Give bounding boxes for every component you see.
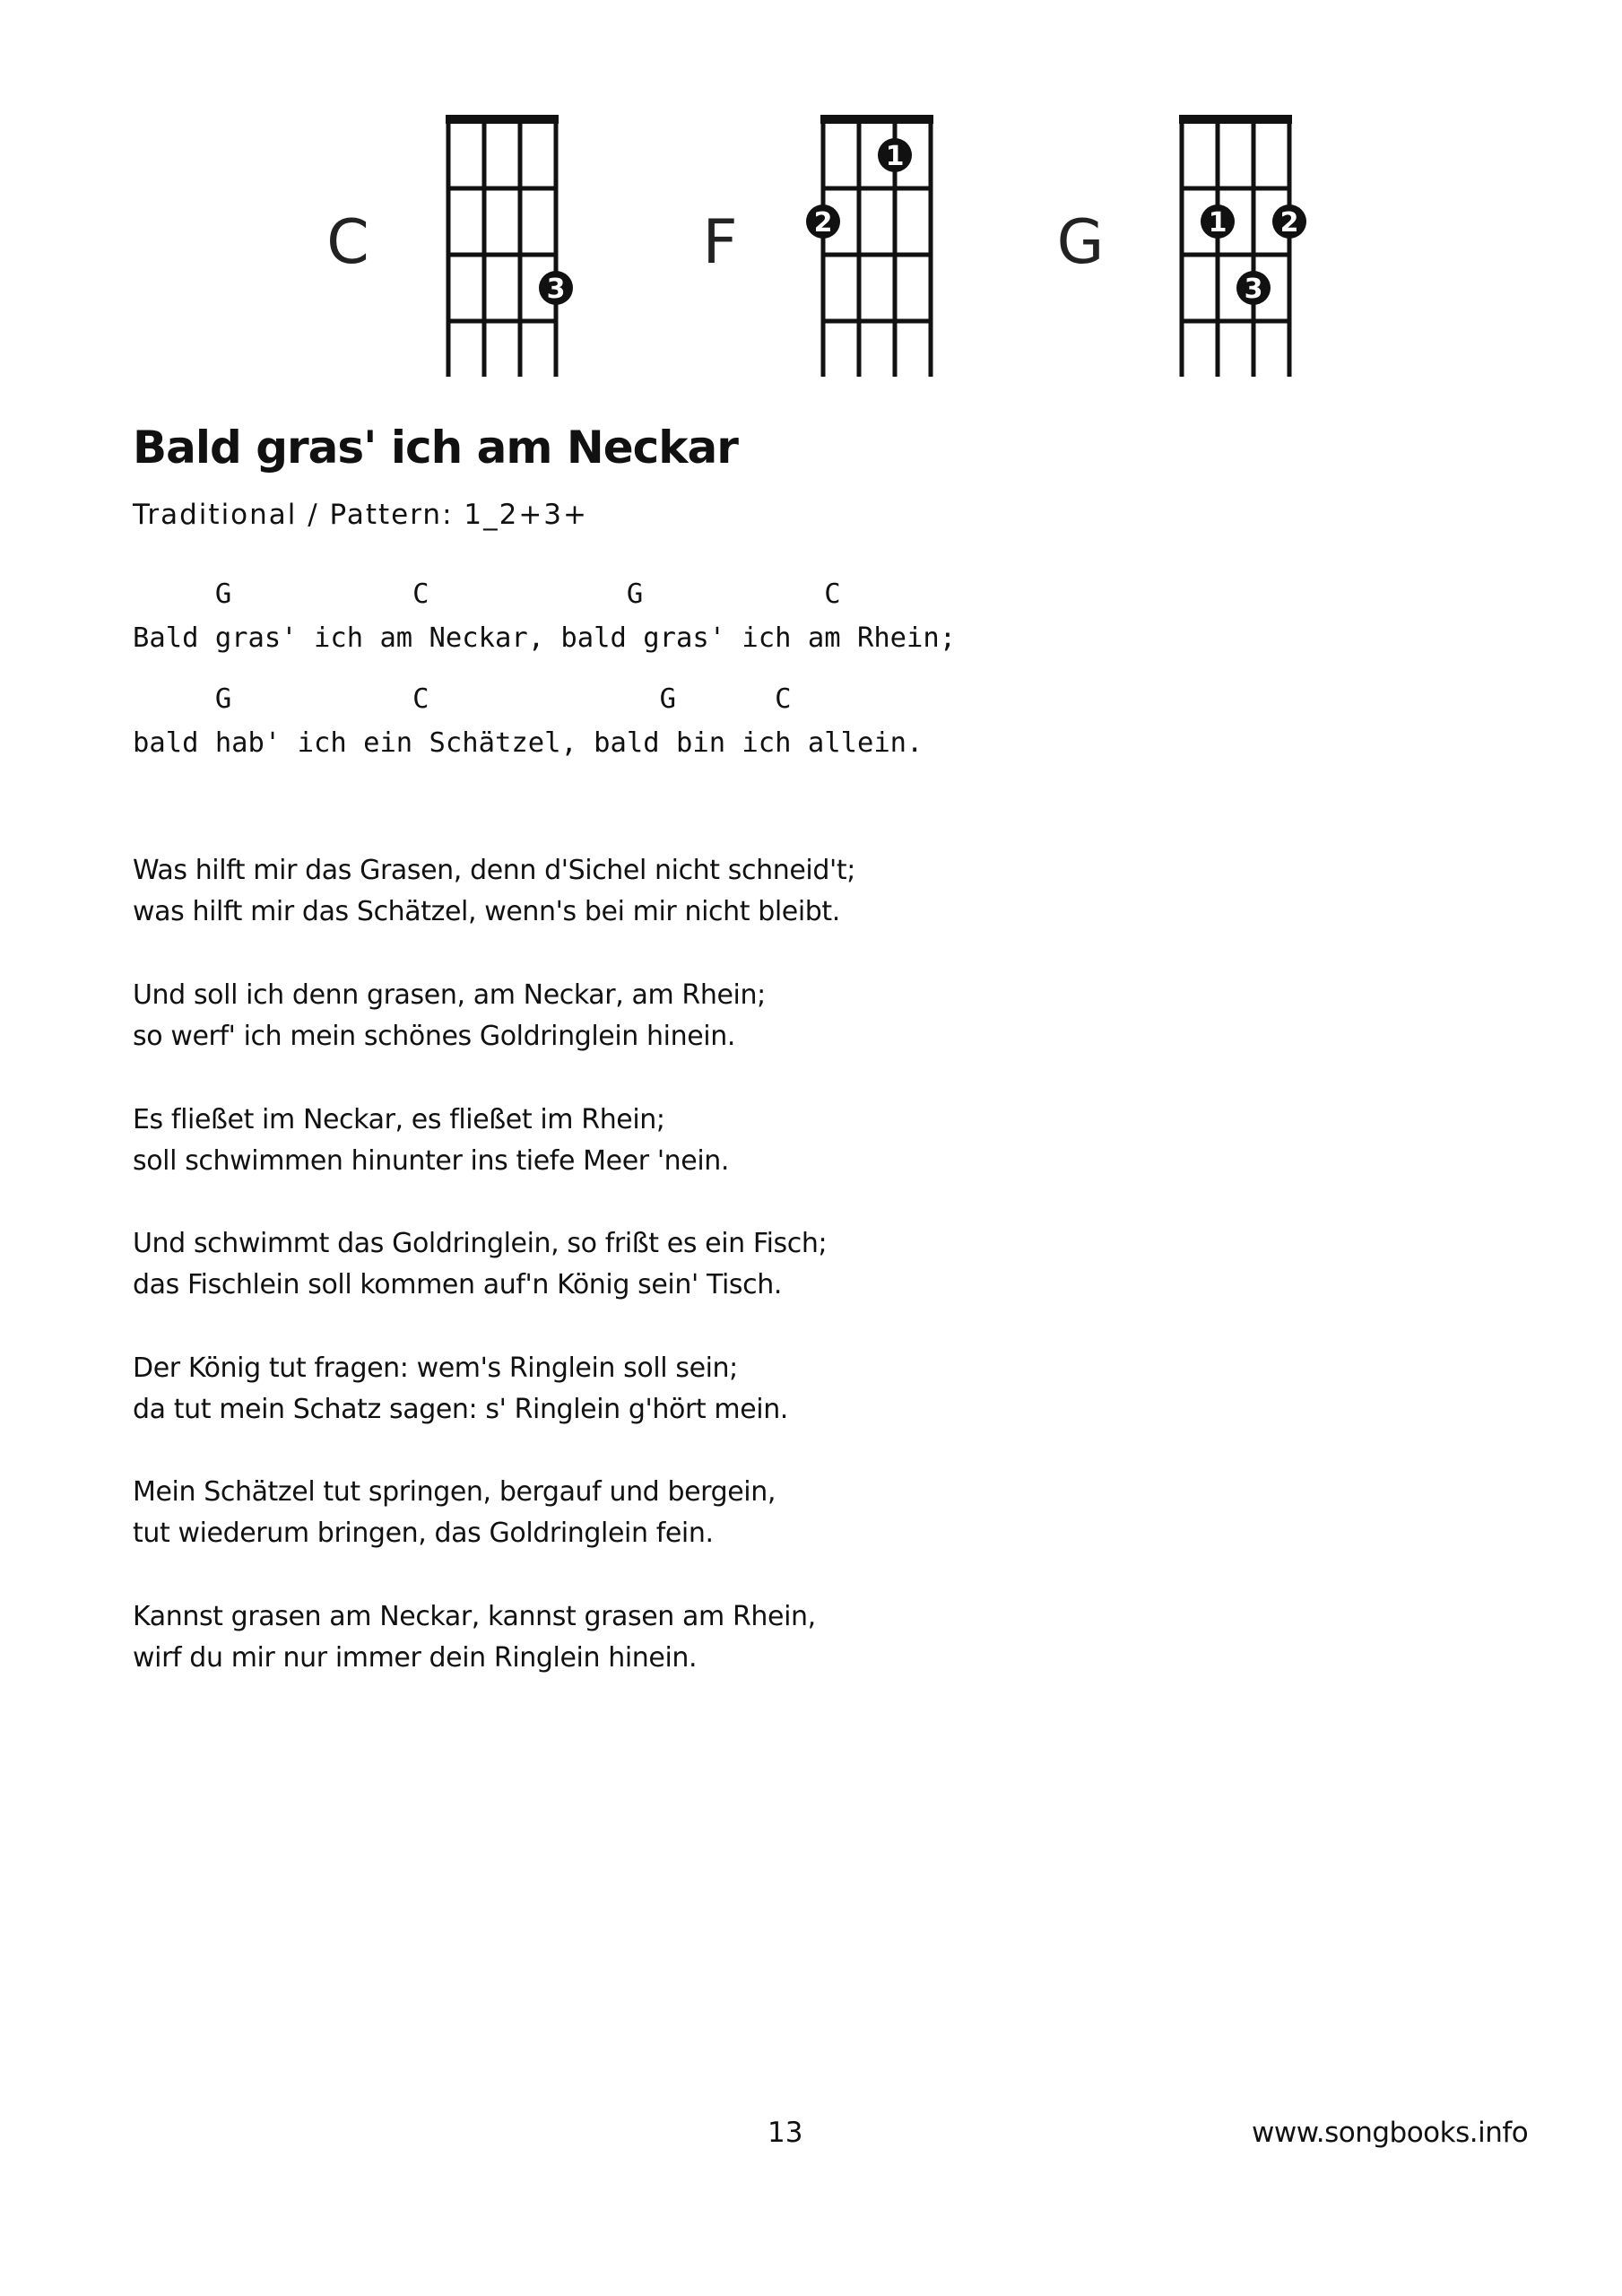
lyric-line: Bald gras' ich am Neckar, bald gras' ich am Rhein; <box>133 622 957 654</box>
verse-line: was hilft mir das Schätzel, wenn's bei mir nicht bleibt. <box>133 896 840 927</box>
chord-name-g: G <box>1056 207 1105 278</box>
chord-line: G C G C <box>133 578 841 610</box>
song-subtitle: Traditional / Pattern: 1_2+3+ <box>133 499 588 531</box>
verse-line: Es fließet im Neckar, es fließet im Rhein; <box>133 1104 665 1135</box>
verse <box>133 1100 729 1182</box>
nut <box>1179 115 1292 124</box>
verse <box>133 1223 827 1306</box>
chord-diagram-f <box>702 115 933 377</box>
finger-dots <box>539 271 573 305</box>
website-url: www.songbooks.info <box>1252 2117 1529 2149</box>
verse-line: Und schwimmt das Goldringlein, so frißt es ein Fisch; <box>133 1228 828 1259</box>
verse-line: soll schwimmen hinunter ins tiefe Meer 'nein. <box>133 1145 730 1177</box>
verse <box>133 1348 788 1431</box>
page-number: 13 <box>768 2117 803 2149</box>
verse-line: da tut mein Schatz sagen: s' Ringlein g'hört mein. <box>133 1394 788 1425</box>
verse-line: Kannst grasen am Neckar, kannst grasen am Rhein, <box>133 1601 816 1632</box>
verse <box>133 975 766 1057</box>
fretboard-grid <box>1179 115 1292 377</box>
fretboard-grid <box>446 115 559 377</box>
verse <box>133 1596 816 1679</box>
verse-line: Was hilft mir das Grasen, denn d'Sichel nicht schneid't; <box>133 855 855 886</box>
chord-diagrams <box>0 0 1622 377</box>
verse-line: Und soll ich denn grasen, am Neckar, am Rhein; <box>133 979 766 1011</box>
chord-name-c: C <box>326 207 369 278</box>
chord-diagram-g <box>1057 115 1306 377</box>
chord-line: G C G C <box>133 683 792 715</box>
chord-diagram-c <box>326 115 573 377</box>
finger-number: 1 <box>885 141 905 172</box>
verse-line: tut wiederum bringen, das Goldringlein fein. <box>133 1518 714 1549</box>
nut <box>820 115 933 124</box>
finger-number: 1 <box>1208 207 1227 239</box>
chord-name-f: F <box>702 207 738 278</box>
verse-line: Der König tut fragen: wem's Ringlein soll sein; <box>133 1352 738 1384</box>
lyric-line: bald hab' ich ein Schätzel, bald bin ich allein. <box>133 727 924 759</box>
fretboard-grid <box>820 115 933 377</box>
verse <box>133 1472 776 1554</box>
verse-line: wirf du mir nur immer dein Ringlein hinein. <box>133 1642 698 1674</box>
finger-number: 3 <box>1244 274 1263 305</box>
finger-number: 2 <box>1279 207 1299 239</box>
finger-number: 3 <box>546 274 566 305</box>
verse-line: das Fischlein soll kommen auf'n König sein' Tisch. <box>133 1269 782 1300</box>
verse <box>133 850 855 933</box>
nut <box>446 115 559 124</box>
song-title: Bald gras' ich am Neckar <box>133 422 738 474</box>
verse-line: Mein Schätzel tut springen, bergauf und bergein, <box>133 1476 776 1508</box>
verse-line: so werf' ich mein schönes Goldringlein hinein. <box>133 1021 735 1052</box>
finger-number: 2 <box>813 207 833 239</box>
